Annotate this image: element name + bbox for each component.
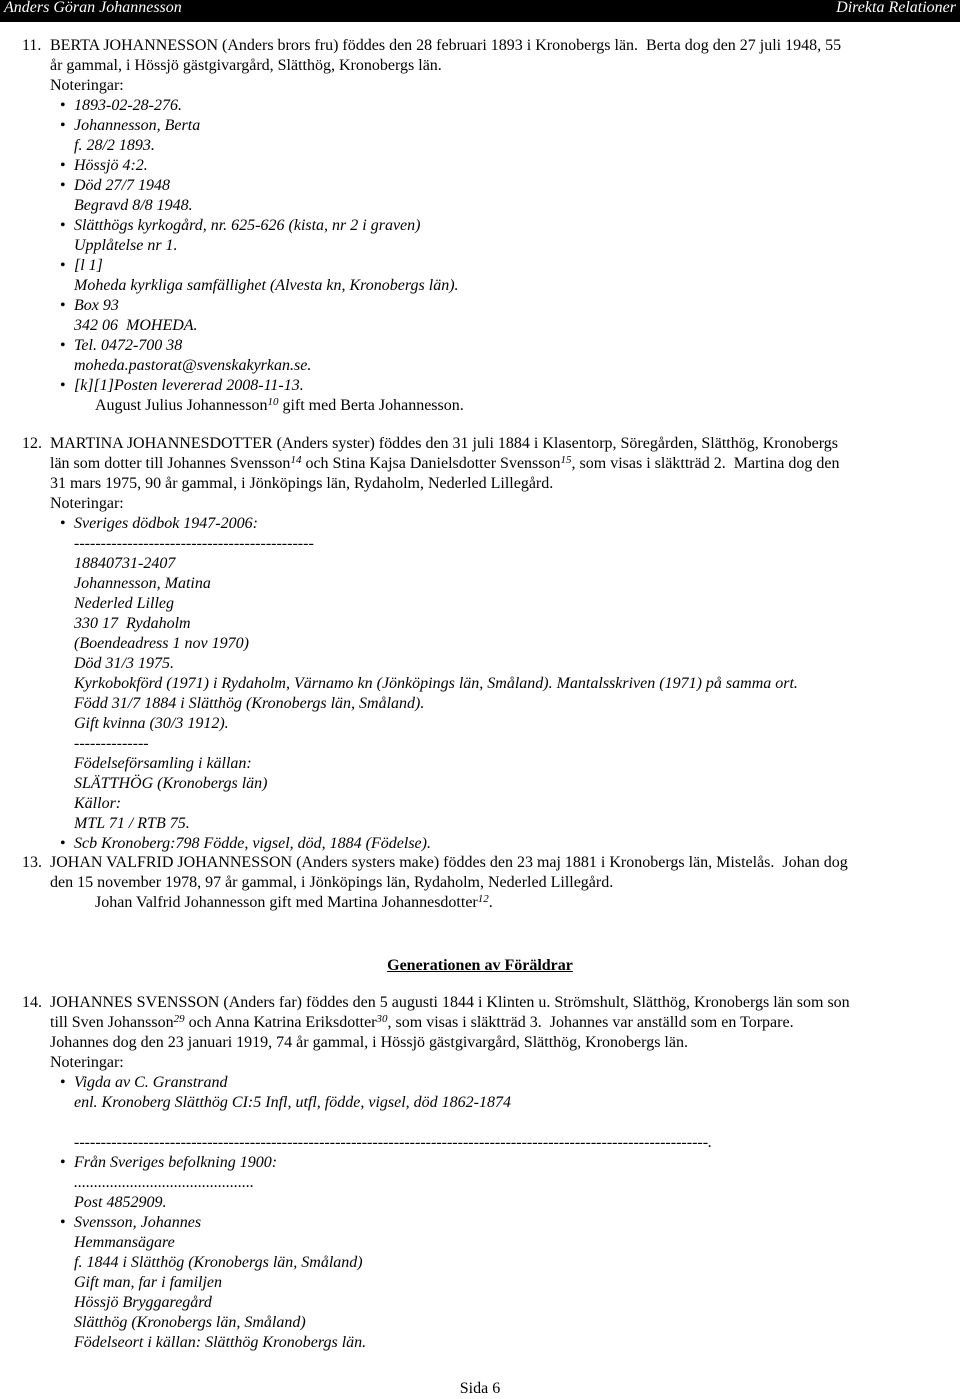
note-line: Vigda av C. Granstrand — [74, 1074, 228, 1091]
note-line: 330 17 Rydaholm — [74, 615, 191, 632]
entry-number: 14. — [22, 994, 42, 1011]
note-item — [60, 216, 956, 256]
note-line: Död 31/3 1975. — [74, 655, 174, 672]
note-item — [60, 156, 956, 176]
note-line — [74, 1113, 956, 1133]
note-line: Scb Kronoberg:798 Födde, vigsel, död, 1884 (Födelse). — [74, 835, 431, 852]
note-line: Hössjö Bryggaregård — [74, 1294, 212, 1311]
bullet-icon: • — [60, 337, 66, 354]
header-report-title: Direkta Relationer — [836, 0, 956, 16]
bullet-icon: • — [60, 1214, 66, 1231]
note-item — [60, 376, 956, 396]
bullet-icon: • — [60, 97, 66, 114]
entry-13 — [22, 853, 956, 913]
note-line: Gift kvinna (30/3 1912). — [74, 715, 229, 732]
note-line: enl. Kronoberg Slätthög CI:5 Infl, utfl, födde, vigsel, död 1862-1874 — [74, 1094, 511, 1111]
header-author: Anders Göran Johannesson — [4, 0, 182, 16]
note-item — [60, 834, 956, 854]
note-line: ............................................. — [74, 1174, 254, 1191]
notes-label: Noteringar: — [50, 77, 124, 94]
note-line: Nederled Lilleg — [74, 595, 174, 612]
note-line: 342 06 MOHEDA. — [74, 317, 198, 334]
notes-label: Noteringar: — [50, 1054, 124, 1071]
bullet-icon: • — [60, 377, 66, 394]
note-line: --------------------------------------------- — [74, 535, 314, 552]
note-item — [60, 514, 956, 834]
entry-text-line: 31 mars 1975, 90 år gammal, i Jönköpings län, Rydaholm, Nederled Lillegård. — [50, 475, 554, 492]
note-item — [60, 256, 956, 296]
note-line: Slätthögs kyrkogård, nr. 625-626 (kista, nr 2 i graven) — [74, 217, 421, 234]
notes-list — [50, 96, 956, 396]
note-line: (Boendeadress 1 nov 1970) — [74, 635, 249, 652]
note-line: SLÄTTHÖG (Kronobergs län) — [74, 775, 268, 792]
note-line: Slätthög (Kronobergs län, Småland) — [74, 1314, 306, 1331]
entry-number: 12. — [22, 435, 42, 452]
bullet-icon: • — [60, 1154, 66, 1171]
note-line: [l 1] — [74, 257, 103, 274]
note-line: Tel. 0472-700 38 — [74, 337, 183, 354]
bullet-icon: • — [60, 1074, 66, 1091]
entry-text-line: BERTA JOHANNESSON (Anders brors fru) föddes den 28 februari 1893 i Kronobergs län. Berta dog den 27 juli 1948, 55 — [50, 37, 842, 54]
note-line: Post 4852909. — [74, 1194, 167, 1211]
bullet-icon: • — [60, 117, 66, 134]
note-line: Box 93 — [74, 297, 119, 314]
note-line: Begravd 8/8 1948. — [74, 197, 193, 214]
note-line: Från Sveriges befolkning 1900: — [74, 1154, 278, 1171]
notes-list — [50, 1073, 956, 1353]
entry-text-line: år gammal, i Hössjö gästgivargård, Slätthög, Kronobergs län. — [50, 57, 442, 74]
entry-text-line: den 15 november 1978, 97 år gammal, i Jönköpings län, Rydaholm, Nederled Lillegård. — [50, 874, 614, 891]
page-header — [0, 0, 960, 22]
note-line: -----------------------------------------------------------------------------------------------------------------------. — [74, 1134, 713, 1151]
note-item — [60, 96, 956, 116]
entry-text-line: MARTINA JOHANNESDOTTER (Anders syster) föddes den 31 juli 1884 i Klasentorp, Söregården, Slätthög, Kronobergs — [50, 435, 838, 452]
bullet-icon: • — [60, 835, 66, 852]
note-line: Johannesson, Berta — [74, 117, 201, 134]
note-line: Födelseförsamling i källan: — [74, 755, 252, 772]
marriage-line: Johan Valfrid Johannesson gift med Martina Johannesdotter$^{12}$. — [95, 893, 493, 911]
note-line: Källor: — [74, 795, 122, 812]
note-item — [60, 1213, 956, 1353]
note-line: 18840731-2407 — [74, 555, 176, 572]
note-line: Kyrkobokförd (1971) i Rydaholm, Värnamo kn (Jönköpings län, Småland). Mantalsskriven (1971) på samma ort. — [74, 675, 798, 692]
bullet-icon: • — [60, 177, 66, 194]
entry-text-line: JOHAN VALFRID JOHANNESSON (Anders systers make) föddes den 23 maj 1881 i Kronobergs län, Mistelås. Johan dog — [50, 854, 848, 871]
note-line: f. 1844 i Slätthög (Kronobergs län, Småland) — [74, 1254, 363, 1271]
bullet-icon: • — [60, 157, 66, 174]
note-line: Upplåtelse nr 1. — [74, 237, 178, 254]
note-line: Sveriges dödbok 1947-2006: — [74, 515, 258, 532]
entry-number: 11. — [22, 37, 42, 54]
note-line: Johannesson, Matina — [74, 575, 211, 592]
note-line: [k][1]Posten levererad 2008-11-13. — [74, 377, 304, 394]
note-line: Död 27/7 1948 — [74, 177, 170, 194]
entry-text-line: Johannes dog den 23 januari 1919, 74 år gammal, i Hössjö gästgivargård, Slätthög, Kronobergs län. — [50, 1034, 688, 1051]
notes-label: Noteringar: — [50, 495, 124, 512]
note-line: moheda.pastorat@svenskakyrkan.se. — [74, 357, 312, 374]
notes-list — [50, 514, 956, 854]
marriage-line: August Julius Johannesson$^{10}$ gift med Berta Johannesson. — [95, 396, 464, 414]
entry-text-line: till Sven Johansson$^{29}$ och Anna Katrina Eriksdotter$^{30}$, som visas i släktträd 3. Johannes var anställd som en Torpare. — [50, 1013, 794, 1031]
note-item — [60, 296, 956, 336]
note-line: Gift man, far i familjen — [74, 1274, 222, 1291]
entry-11 — [22, 36, 956, 416]
note-item — [60, 176, 956, 216]
note-line: f. 28/2 1893. — [74, 137, 155, 154]
note-line: Moheda kyrkliga samfällighet (Alvesta kn, Kronobergs län). — [74, 277, 459, 294]
entry-14 — [22, 993, 956, 1353]
note-line: MTL 71 / RTB 75. — [74, 815, 190, 832]
section-heading: Generationen av Föräldrar — [387, 957, 573, 974]
bullet-icon: • — [60, 257, 66, 274]
page-number: Sida 6 — [459, 1380, 501, 1397]
entry-text-line: JOHANNES SVENSSON (Anders far) föddes den 5 augusti 1844 i Klinten u. Strömshult, Slätthög, Kronobergs län som son — [50, 994, 850, 1011]
bullet-icon: • — [60, 297, 66, 314]
note-item — [60, 1153, 956, 1213]
entry-number: 13. — [22, 854, 42, 871]
entry-12 — [22, 434, 956, 854]
bullet-icon: • — [60, 217, 66, 234]
note-item — [60, 336, 956, 376]
bullet-icon: • — [60, 515, 66, 532]
note-item — [60, 1073, 956, 1153]
note-line: Födelseort i källan: Slätthög Kronobergs län. — [74, 1334, 367, 1351]
note-item — [60, 116, 956, 156]
note-line: Svensson, Johannes — [74, 1214, 202, 1231]
note-line: Född 31/7 1884 i Slätthög (Kronobergs län, Småland). — [74, 695, 425, 712]
note-line: Hössjö 4:2. — [74, 157, 148, 174]
note-line: 1893-02-28-276. — [74, 97, 182, 114]
note-line: Hemmansägare — [74, 1234, 175, 1251]
entry-text-line: län som dotter till Johannes Svensson$^{14}$ och Stina Kajsa Danielsdotter Svensson$^{15}$, som visas i släktträd 2. Martina dog den — [50, 454, 840, 472]
note-line: -------------- — [74, 735, 149, 752]
